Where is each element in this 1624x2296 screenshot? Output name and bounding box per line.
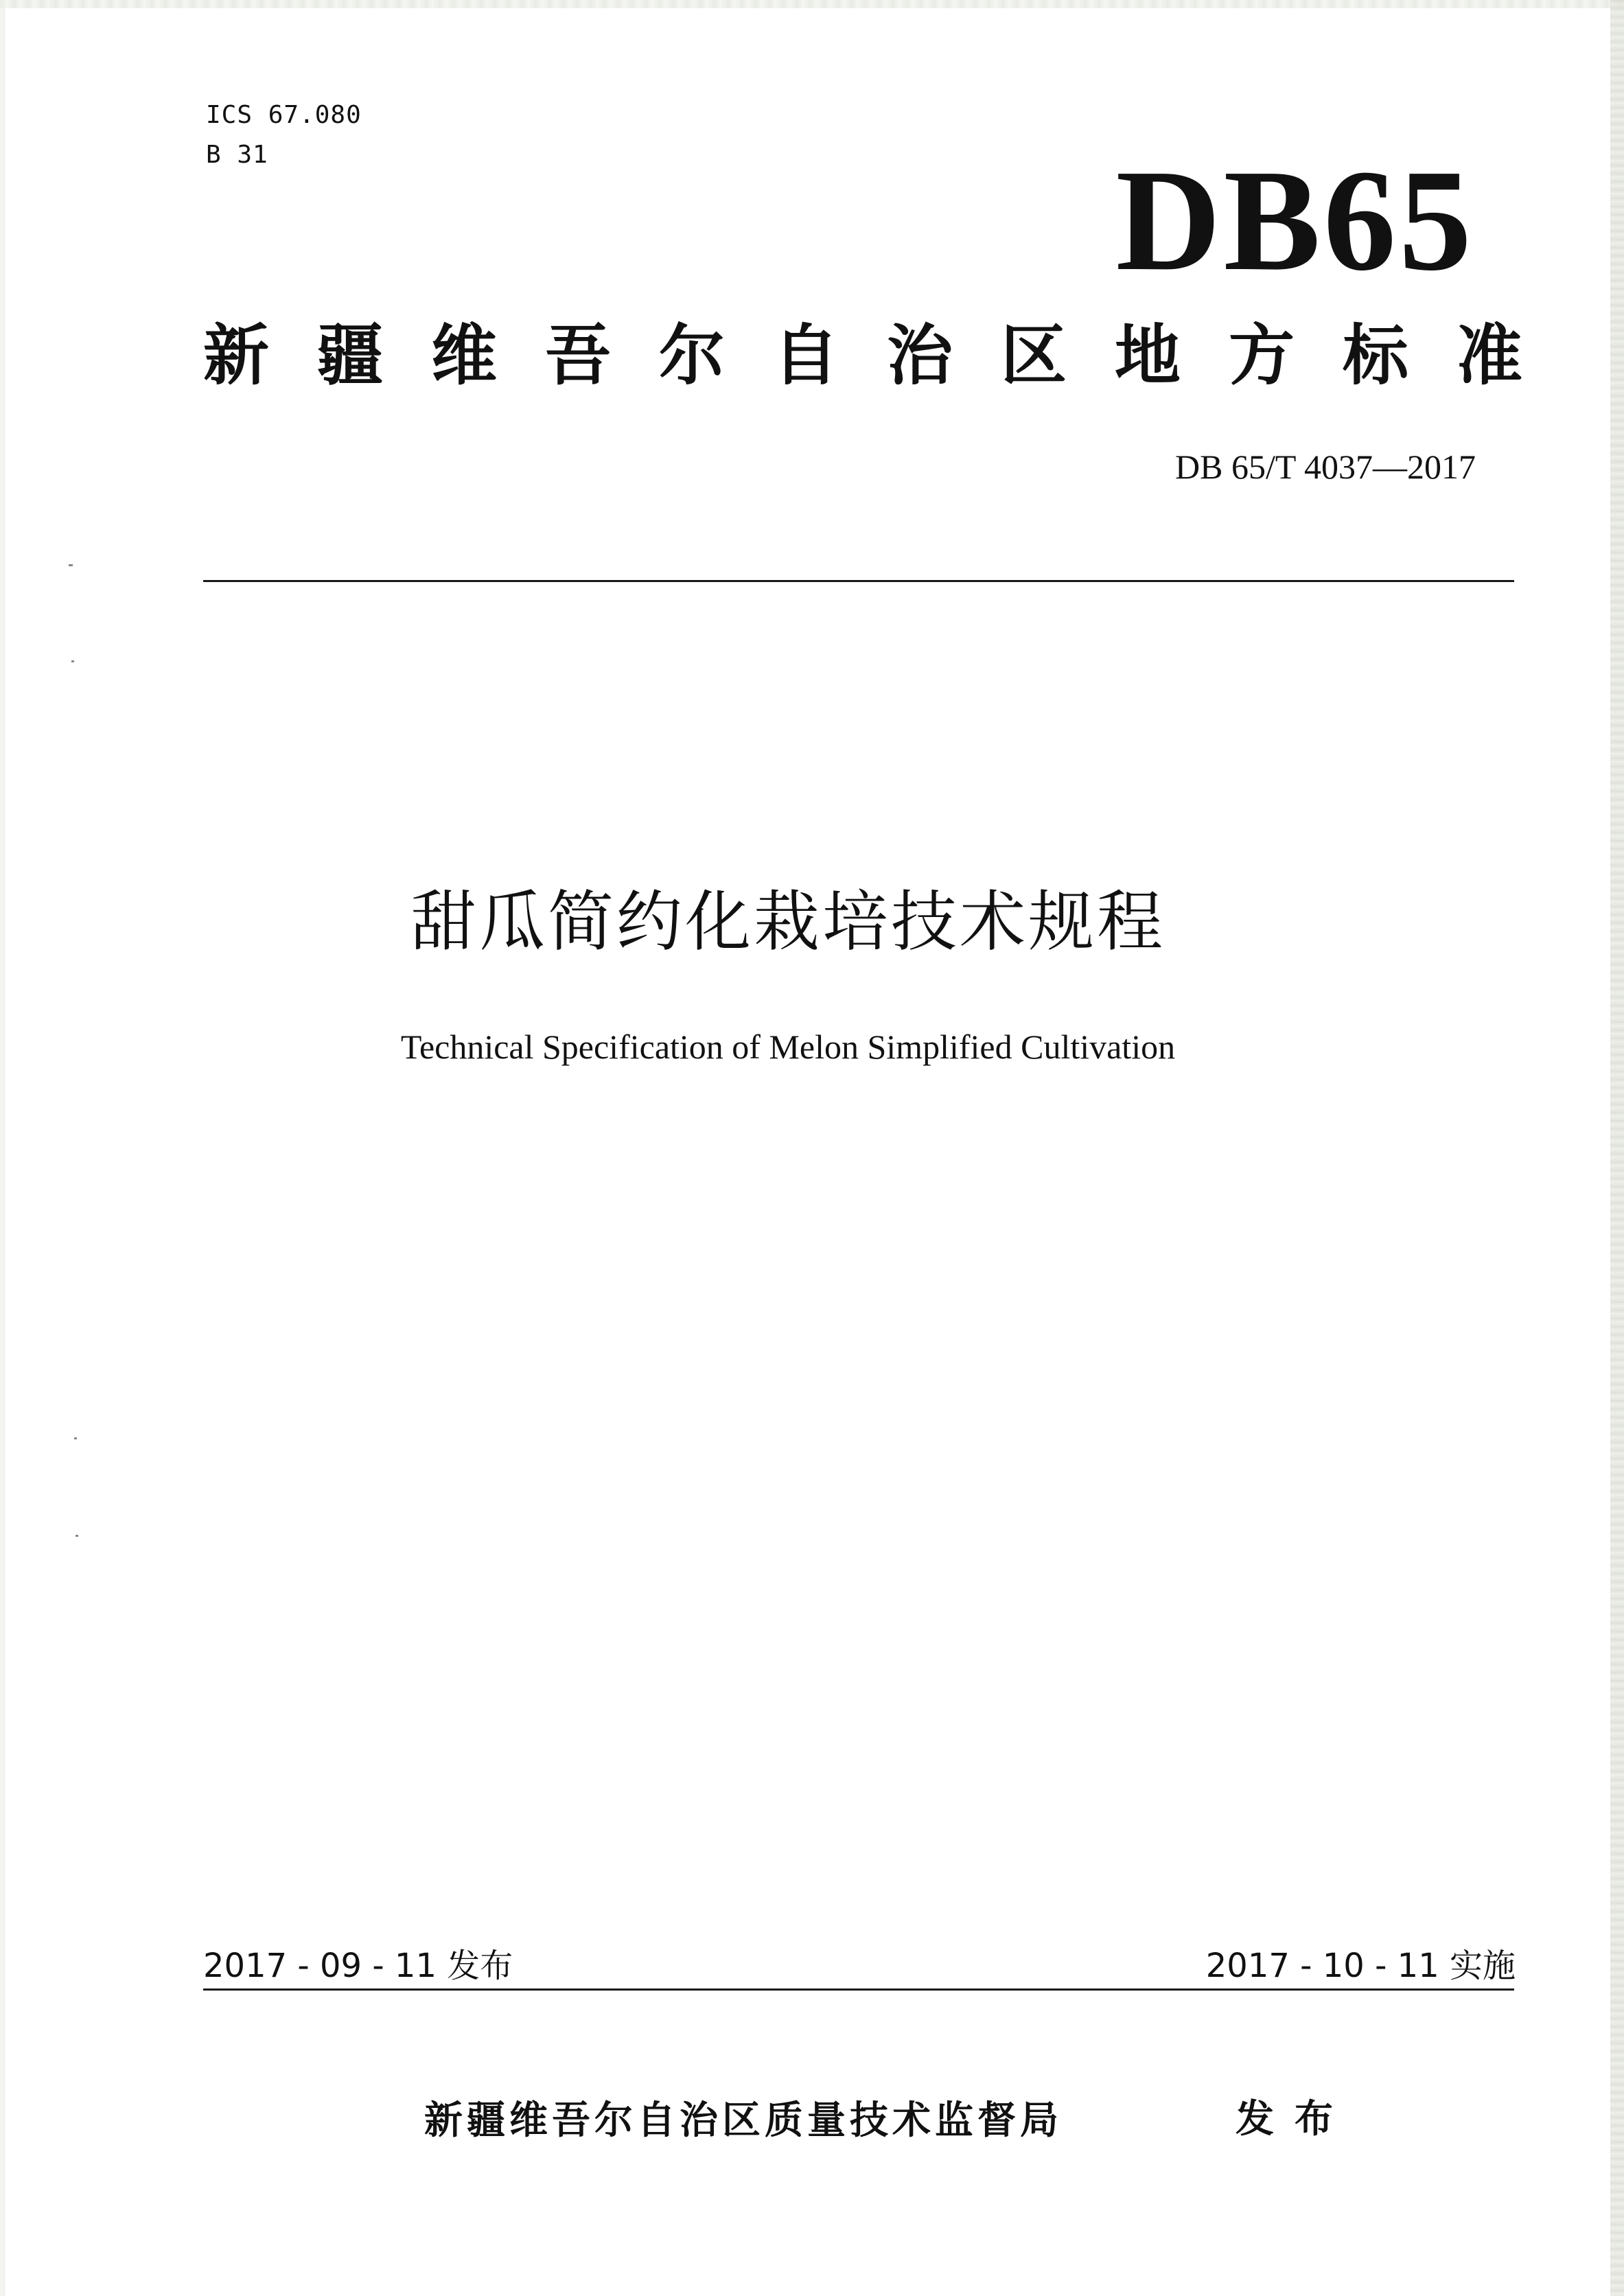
date-divider — [203, 1988, 1514, 1991]
scan-edge-top — [0, 0, 1624, 8]
scan-speck — [71, 660, 74, 662]
document-title-chinese: 甜瓜简约化栽培技术规程 — [410, 883, 1165, 960]
header-divider — [203, 580, 1514, 582]
standard-mark: DB65 — [1115, 139, 1474, 301]
publisher-name: 新疆维吾尔自治区质量技术监督局 — [424, 2098, 1063, 2143]
scan-speck — [76, 1535, 78, 1537]
document-title-english: Technical Specification of Melon Simplified Cultivation — [400, 1028, 1176, 1066]
publish-label: 发布 — [1236, 2097, 1354, 2142]
ics-code: ICS 67.080 — [206, 101, 362, 129]
implementation-date: 2017 - 10 - 11 实施 — [1205, 1947, 1516, 1985]
scan-edge-left — [0, 0, 5, 2296]
standard-number: DB 65/T 4037—2017 — [1175, 448, 1476, 486]
scan-edge-right — [1610, 0, 1624, 2296]
scan-speck — [74, 1437, 77, 1439]
standard-type-heading: 新疆维吾尔自治区地方标准 — [203, 317, 1570, 394]
ccs-code: B 31 — [206, 141, 268, 169]
issue-date: 2017 - 09 - 11 发布 — [203, 1947, 513, 1985]
scan-speck — [69, 564, 73, 566]
